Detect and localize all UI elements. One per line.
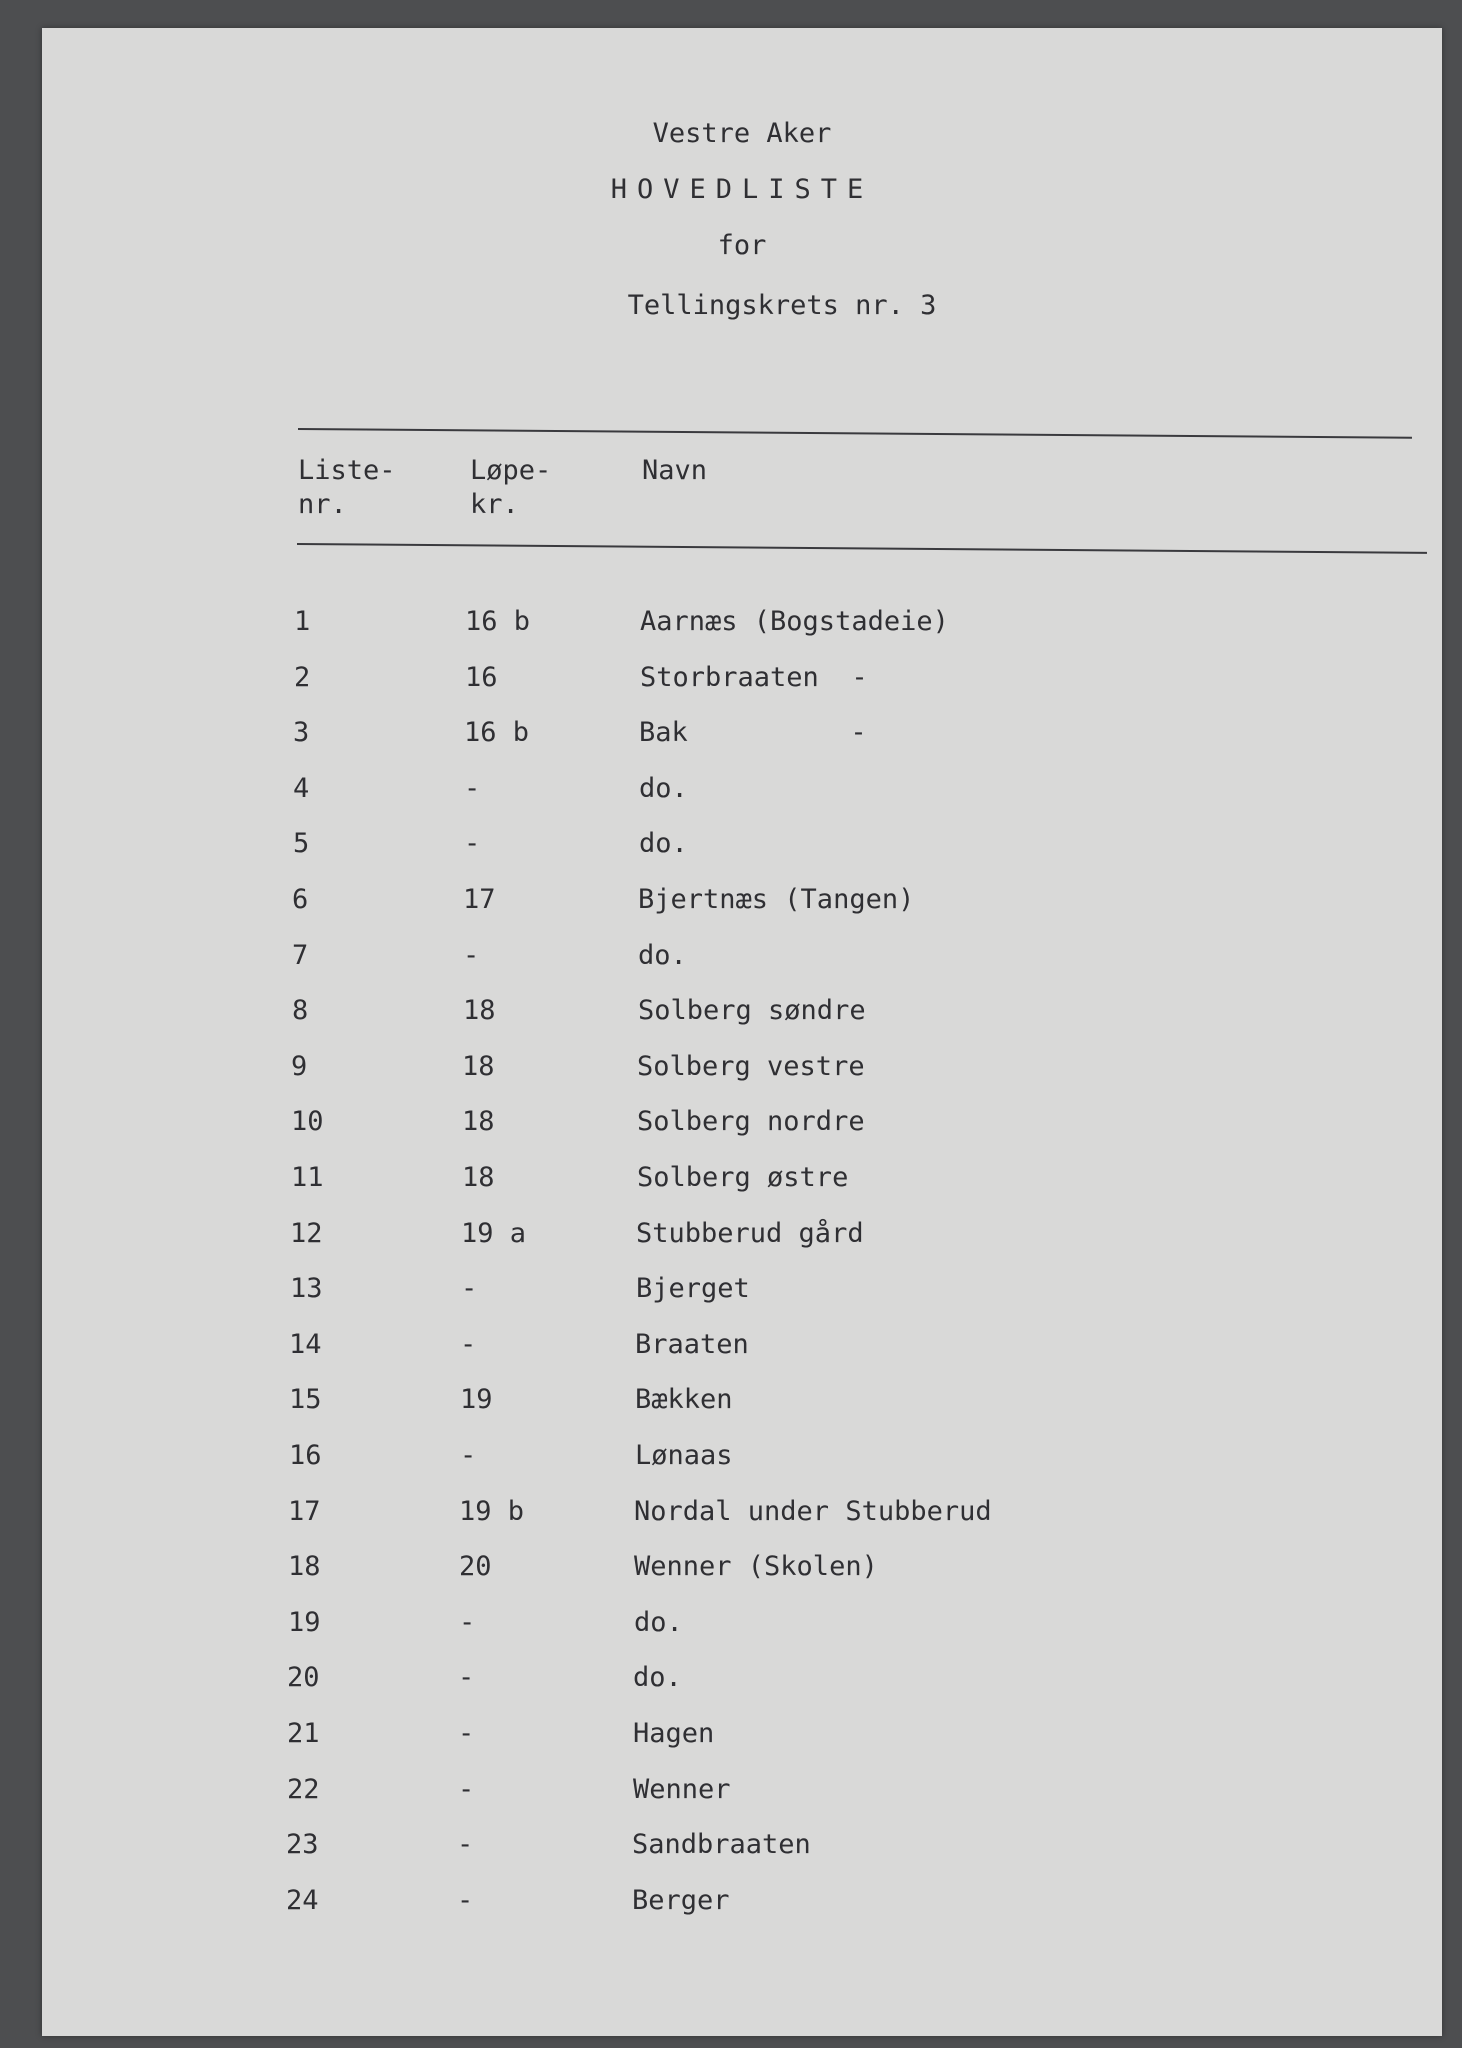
cell-lope: - [458, 1718, 475, 1749]
list-item [42, 1885, 1442, 1925]
cell-navn: Solberg østre [637, 1162, 849, 1193]
cell-navn: Nordal under Stubberud [634, 1496, 992, 1527]
cell-nr: 14 [289, 1329, 322, 1360]
list-item [42, 1273, 1442, 1313]
cell-nr: 12 [290, 1218, 323, 1249]
list-item [42, 1329, 1442, 1369]
cell-nr: 23 [286, 1829, 319, 1860]
cell-nr: 10 [291, 1106, 324, 1137]
cell-navn: Sandbraaten [632, 1829, 811, 1860]
cell-lope: 19 [460, 1384, 493, 1415]
cell-lope: - [459, 1607, 476, 1638]
cell-navn: do. [638, 940, 687, 971]
cell-nr: 19 [288, 1607, 321, 1638]
cell-nr: 11 [291, 1162, 324, 1193]
census-list-document [42, 28, 1442, 2036]
list-item [42, 1384, 1442, 1424]
list-item [42, 1162, 1442, 1202]
list-item [42, 1551, 1442, 1591]
cell-nr: 1 [294, 606, 311, 637]
cell-navn: do. [639, 828, 688, 859]
cell-navn: Solberg søndre [638, 995, 866, 1026]
cell-lope: 18 [462, 1106, 495, 1137]
cell-nr: 5 [293, 828, 310, 859]
cell-lope: 16 b [465, 606, 531, 637]
cell-navn: Solberg vestre [637, 1051, 865, 1082]
list-item [42, 1774, 1442, 1814]
cell-navn: Wenner [633, 1774, 731, 1805]
cell-navn: Lønaas [635, 1440, 733, 1471]
list-item [42, 1662, 1442, 1702]
cell-nr: 8 [292, 995, 309, 1026]
list-item [42, 606, 1442, 646]
cell-navn: Bjerget [636, 1273, 750, 1304]
cell-lope: - [457, 1885, 474, 1916]
cell-nr: 17 [288, 1496, 321, 1527]
cell-lope: 16 b [464, 717, 530, 748]
list-item [42, 1607, 1442, 1647]
cell-nr: 24 [286, 1885, 319, 1916]
cell-nr: 4 [293, 773, 310, 804]
cell-lope: - [464, 828, 481, 859]
cell-navn: Bjertnæs (Tangen) [638, 884, 915, 915]
cell-navn: Bak - [639, 717, 867, 748]
cell-nr: 9 [291, 1051, 308, 1082]
cell-navn: Berger [632, 1885, 730, 1916]
cell-navn: do. [633, 1662, 682, 1693]
cell-nr: 13 [290, 1273, 323, 1304]
list-title: HOVEDLISTE [610, 174, 874, 205]
cell-nr: 7 [292, 940, 309, 971]
cell-lope: - [464, 773, 481, 804]
list-item [42, 662, 1442, 702]
cell-lope: 19 a [461, 1218, 527, 1249]
cell-lope: - [458, 1662, 475, 1693]
cell-nr: 20 [287, 1662, 320, 1693]
cell-lope: 17 [463, 884, 496, 915]
cell-nr: 16 [289, 1440, 322, 1471]
list-item [42, 1218, 1442, 1258]
cell-navn: Solberg nordre [637, 1106, 865, 1137]
cell-navn: Hagen [633, 1718, 715, 1749]
list-item [42, 884, 1442, 924]
list-item [42, 773, 1442, 813]
list-item [42, 1106, 1442, 1146]
list-item [42, 717, 1442, 757]
cell-lope: - [460, 1440, 477, 1471]
cell-navn: Braaten [635, 1329, 749, 1360]
cell-nr: 18 [288, 1551, 321, 1582]
cell-nr: 2 [294, 662, 311, 693]
cell-lope: 18 [462, 1051, 495, 1082]
cell-nr: 6 [292, 884, 309, 915]
cell-navn: do. [639, 773, 688, 804]
cell-nr: 22 [287, 1774, 320, 1805]
cell-lope: 16 [465, 662, 498, 693]
cell-lope: - [463, 940, 480, 971]
cell-lope: 18 [463, 995, 496, 1026]
cell-navn: Wenner (Skolen) [634, 1551, 878, 1582]
list-item [42, 1829, 1442, 1869]
cell-navn: do. [634, 1607, 683, 1638]
cell-navn: Aarnæs (Bogstadeie) [640, 606, 949, 637]
cell-nr: 3 [293, 717, 310, 748]
cell-lope: 20 [459, 1551, 492, 1582]
title-connector: for [717, 230, 767, 261]
cell-lope: - [461, 1273, 478, 1304]
list-item [42, 828, 1442, 868]
cell-lope: - [460, 1329, 477, 1360]
cell-nr: 15 [289, 1384, 322, 1415]
list-item [42, 995, 1442, 1035]
column-header-lope-kr: Løpe- kr. [470, 455, 552, 520]
column-header-liste-nr: Liste- nr. [298, 455, 396, 520]
paper-sheet [42, 28, 1442, 2036]
census-district-number: Tellingskrets nr. 3 [627, 290, 937, 321]
cell-navn: Storbraaten - [640, 662, 868, 693]
cell-lope: - [458, 1774, 475, 1805]
list-item [42, 1440, 1442, 1480]
cell-lope: - [457, 1829, 474, 1860]
header-bottom-rule [297, 543, 1427, 554]
cell-nr: 21 [287, 1718, 320, 1749]
list-item [42, 1051, 1442, 1091]
cell-lope: 19 b [459, 1496, 525, 1527]
cell-navn: Bækken [635, 1384, 733, 1415]
list-item [42, 1496, 1442, 1536]
cell-lope: 18 [462, 1162, 495, 1193]
header-top-rule [298, 428, 1412, 439]
cell-navn: Stubberud gård [636, 1218, 864, 1249]
district-name: Vestre Aker [652, 118, 832, 149]
column-header-navn: Navn [642, 455, 708, 486]
list-item [42, 1718, 1442, 1758]
list-item [42, 940, 1442, 980]
